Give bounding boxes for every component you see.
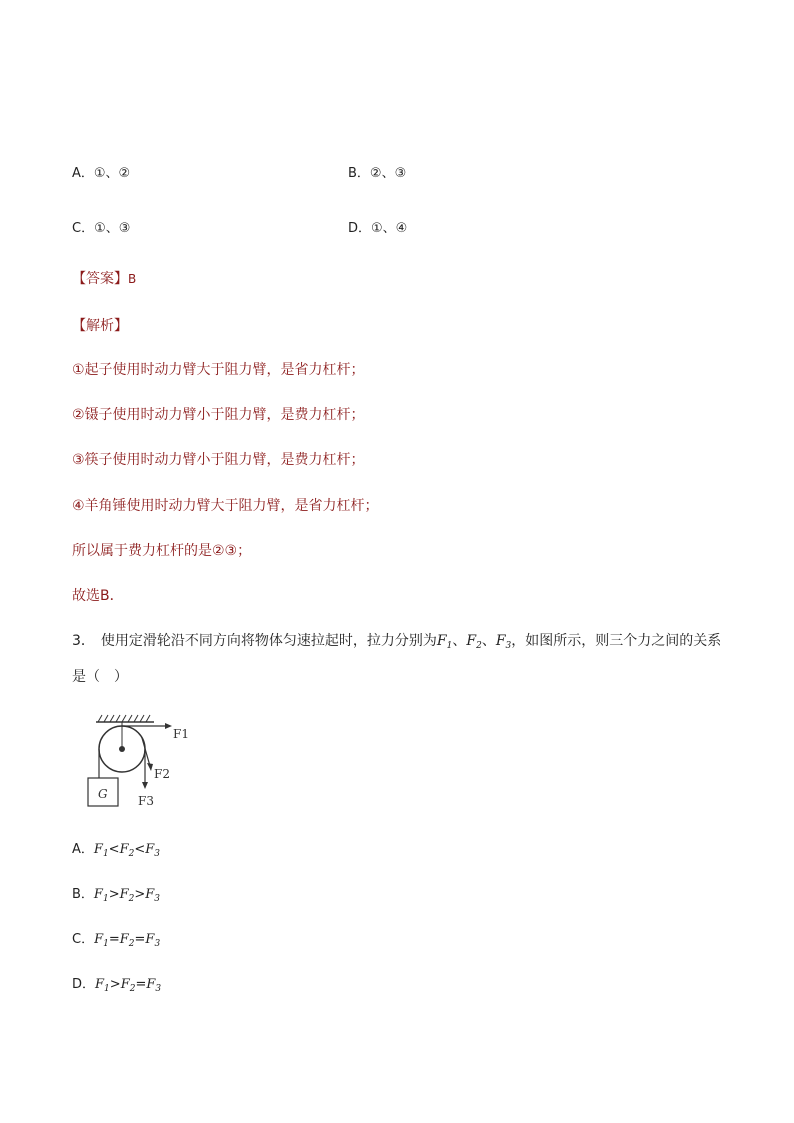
label-f3: F3	[138, 794, 154, 808]
var-a: F	[95, 977, 105, 992]
var-a-sub: 1	[103, 939, 109, 949]
var-c: F	[146, 977, 156, 992]
q3-option-b	[72, 883, 160, 904]
analysis-line-2: ②镊子使用时动力臂小于阻力臂，是费力杠杆；	[72, 407, 365, 423]
arrow-f3	[142, 782, 148, 789]
option-letter: A．	[72, 166, 94, 181]
option-c	[72, 217, 130, 236]
label-f2: F2	[154, 767, 170, 781]
var-b: F	[119, 842, 129, 857]
force-f3-sub: 3	[505, 641, 512, 651]
var-b: F	[120, 977, 130, 992]
answer-row	[72, 268, 136, 288]
operator-1: >	[108, 887, 120, 902]
analysis-line-3: ③筷子使用时动力臂小于阻力臂，是费力杠杆；	[72, 452, 365, 468]
operator-2: >	[134, 887, 146, 902]
var-a: F	[93, 887, 103, 902]
analysis-final	[72, 585, 124, 605]
var-b: F	[119, 887, 129, 902]
question-3-line-2: 是（ ）	[72, 669, 128, 685]
var-b-sub: 2	[128, 849, 135, 859]
var-b-sub: 2	[128, 939, 135, 949]
var-a-sub: 1	[102, 894, 109, 904]
force-f3: F	[495, 633, 506, 649]
operator-1: <	[108, 842, 120, 857]
option-letter: D．	[348, 221, 372, 236]
option-text: ②、③	[369, 166, 407, 181]
question-number: 3．	[72, 633, 95, 649]
force-f2: F	[466, 633, 477, 649]
var-c-sub: 3	[154, 939, 161, 949]
final-prefix: 故选	[72, 588, 100, 604]
option-letter: B．	[348, 166, 370, 181]
var-a: F	[93, 842, 103, 857]
pulley-axle	[119, 746, 125, 752]
var-c: F	[145, 932, 155, 947]
option-text: ①、③	[94, 221, 131, 236]
var-c-sub: 3	[155, 984, 162, 994]
final-value: B	[100, 588, 110, 604]
answer-value: B	[128, 272, 137, 286]
pulley-diagram	[84, 710, 204, 814]
operator-1: >	[109, 977, 121, 992]
option-a	[72, 162, 130, 181]
arrow-f2	[147, 763, 153, 771]
conclusion-value: ②③	[212, 543, 238, 559]
sep-2: 、	[481, 633, 496, 649]
answer-label: 【答案】	[72, 271, 128, 287]
sep-1: 、	[452, 633, 467, 649]
label-f1: F1	[173, 727, 189, 741]
option-text: ①、②	[93, 166, 131, 181]
operator-2: <	[134, 842, 146, 857]
option-b	[348, 162, 406, 181]
arrow-f1	[165, 723, 172, 729]
var-c: F	[145, 887, 155, 902]
question-text-a: 使用定滑轮沿不同方向将物体匀速拉起时，拉力分别为	[100, 633, 437, 649]
question-text-b: ，如图所示，则三个力之间的关系	[511, 633, 722, 649]
option-letter: B．	[72, 887, 94, 902]
option-letter: C．	[72, 932, 95, 947]
ceiling-hatch	[98, 715, 150, 722]
var-c-sub: 3	[154, 849, 161, 859]
weight-label: G	[98, 787, 108, 801]
analysis-line-1: ①起子使用时动力臂大于阻力臂，是省力杠杆；	[72, 362, 365, 378]
force-f1-sub: 1	[446, 641, 453, 651]
rope-f2	[142, 738, 150, 766]
operator-2: =	[134, 932, 146, 947]
analysis-line-4: ④羊角锤使用时动力臂大于阻力臂，是省力杠杆；	[72, 498, 379, 514]
option-d	[348, 217, 407, 236]
analysis-conclusion	[72, 540, 251, 560]
var-b-sub: 2	[128, 894, 135, 904]
conclusion-prefix: 所以属于费力杠杆的是	[72, 543, 212, 559]
var-b: F	[119, 932, 129, 947]
var-b-sub: 2	[129, 984, 136, 994]
var-a-sub: 1	[102, 849, 109, 859]
q3-option-a	[72, 838, 160, 859]
operator-1: =	[108, 932, 120, 947]
q3-option-c	[72, 928, 160, 949]
force-f1: F	[436, 633, 447, 649]
final-suffix: ．	[109, 588, 124, 604]
operator-2: =	[135, 977, 147, 992]
var-a: F	[94, 932, 104, 947]
conclusion-suffix: ；	[237, 543, 252, 559]
option-letter: C．	[72, 221, 95, 236]
option-letter: D．	[72, 977, 96, 992]
var-c: F	[145, 842, 155, 857]
var-a-sub: 1	[104, 984, 110, 994]
option-letter: A．	[72, 842, 94, 857]
q3-option-d	[72, 973, 161, 994]
option-text: ①、④	[371, 221, 408, 236]
question-3-line-1	[72, 630, 721, 651]
var-c-sub: 3	[154, 894, 161, 904]
analysis-label: 【解析】	[72, 318, 128, 334]
force-f2-sub: 2	[476, 641, 482, 651]
